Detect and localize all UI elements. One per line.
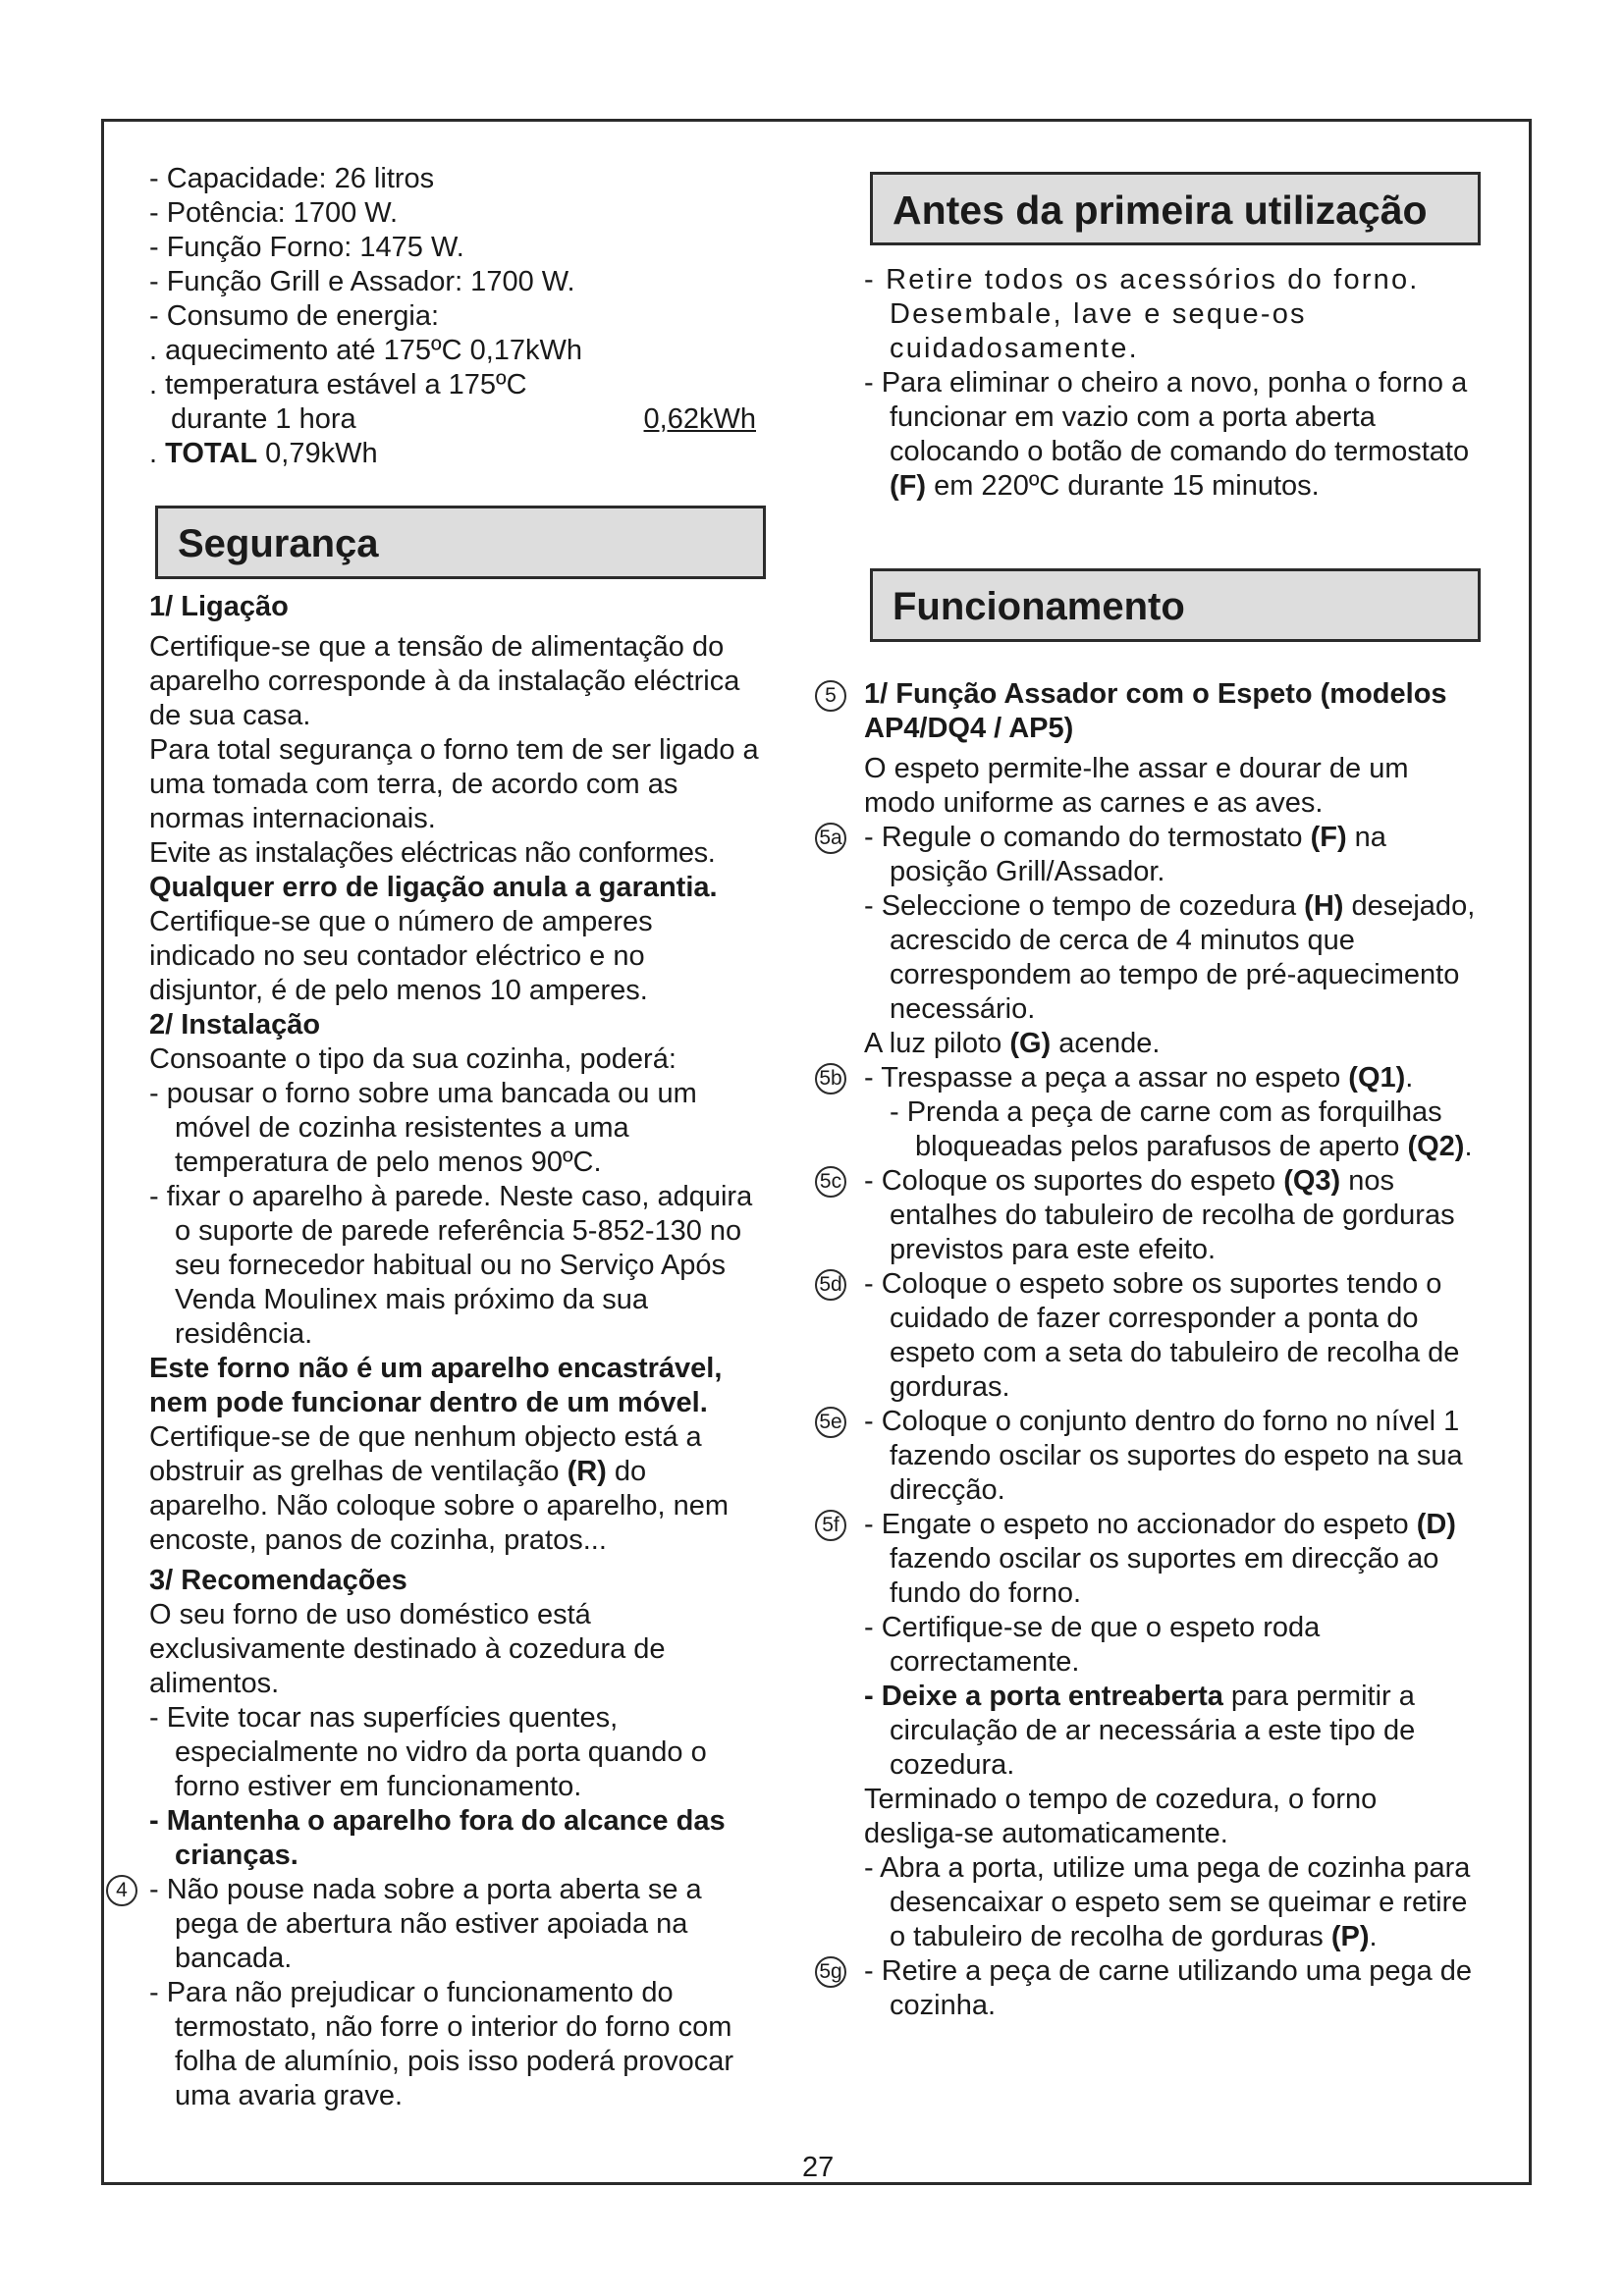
funcionamento-5a-1 <box>819 821 1481 889</box>
funcionamento-5a-3-a: A luz piloto <box>864 1028 1010 1059</box>
seguranca-instalacao-p3 <box>149 1420 766 1558</box>
funcionamento-5b-1-ref: (Q1) <box>1348 1062 1406 1094</box>
right-column-antes <box>864 263 1481 504</box>
antes-b2-b: em 220ºC durante 15 minutos. <box>926 470 1320 502</box>
funcionamento-5a-1-a: - Regule o comando do termostato <box>864 822 1311 853</box>
funcionamento-5b-1-b: . <box>1405 1062 1414 1094</box>
seguranca-instalacao-b2: - fixar o aparelho à parede. Neste caso, adquira o suporte de parede referência 5-852-130 no seu fornecedor habitual ou no Serviço Após Venda Moulinex mais próximo da sua residência. <box>149 1181 753 1350</box>
spec-potencia: - Potência: 1700 W. <box>149 197 399 229</box>
funcionamento-5a-2-ref: (H) <box>1304 890 1344 922</box>
seguranca-instalacao-title: 2/ Instalação <box>149 1009 321 1041</box>
figure-5d-marker: 5d <box>815 1269 846 1301</box>
funcionamento-5f-1-b: fazendo oscilar os suportes em direcção ao fundo do forno. <box>890 1543 1439 1609</box>
seguranca-ligacao-p3: Evite as instalações eléctricas não conformes. <box>149 837 716 869</box>
funcionamento-title-1-text: 1/ Função Assador com o Espeto (modelos AP4/DQ4 / AP5) <box>864 678 1447 744</box>
antes-header: Antes da primeira utilização <box>870 172 1481 245</box>
seguranca-recomendacoes-title: 3/ Recomendações <box>149 1565 407 1596</box>
right-column-funcionamento <box>819 677 1481 2023</box>
funcionamento-5b-1-a: - Trespasse a peça a assar no espeto <box>864 1062 1349 1094</box>
seguranca-ligacao-title: 1/ Ligação <box>149 591 289 622</box>
left-column <box>116 162 766 2113</box>
funcionamento-header: Funcionamento <box>870 568 1481 642</box>
seguranca-ligacao-p5: Certifique-se que o número de amperes indicado no seu contador eléctrico e no disjuntor, é de pelo menos 10 amperes. <box>149 906 653 1006</box>
spec-total-prefix: . <box>149 438 166 469</box>
seguranca-ligacao-warning: Qualquer erro de ligação anula a garantia. <box>149 872 718 903</box>
funcionamento-5e-1-text: - Coloque o conjunto dentro do forno no nível 1 fazendo oscilar os suportes do espeto na sua direcção. <box>864 1406 1463 1506</box>
seguranca-recomendacoes-b1: - Evite tocar nas superfícies quentes, especialmente no vidro da porta quando o forno estiver em funcionamento. <box>149 1702 707 1802</box>
funcionamento-5b-2-a: - Prenda a peça de carne com as forquilhas bloqueadas pelos parafusos de aperto <box>890 1096 1442 1162</box>
spec-total <box>149 437 766 471</box>
spec-durante <box>149 402 766 437</box>
funcionamento-5f-1 <box>822 1508 1481 1611</box>
seguranca-recomendacoes-b4: - Para não prejudicar o funcionamento do termostato, não forre o interior do forno com folha de alumínio, pois isso poderá provocar uma avaria grave. <box>149 1977 734 2111</box>
antes-b2-ref: (F) <box>890 470 927 502</box>
funcionamento-5a-1-ref: (F) <box>1310 822 1347 853</box>
antes-b2 <box>864 366 1481 504</box>
funcionamento-5d-1 <box>819 1267 1481 1405</box>
funcionamento-title-1 <box>825 677 1481 746</box>
spec-funcao-grill: - Função Grill e Assador: 1700 W. <box>149 266 575 297</box>
figure-5a-marker: 5a <box>815 823 846 854</box>
funcionamento-5f-1-ref: (D) <box>1416 1509 1456 1540</box>
funcionamento-5f-5-a: - Abra a porta, utilize uma pega de cozinha para desencaixar o espeto sem se queimar e retire o tabuleiro de recolha de gorduras <box>864 1852 1471 1952</box>
spec-funcao-forno: - Função Forno: 1475 W. <box>149 232 464 263</box>
funcionamento-5d-1-text: - Coloque o espeto sobre os suportes tendo o cuidado de fazer corresponder a ponta do espeto com a seta do tabuleiro de recolha de gorduras. <box>864 1268 1460 1403</box>
seguranca-ligacao-p2: Para total segurança o forno tem de ser ligado a uma tomada com terra, de acordo com as normas internacionais. <box>149 734 759 834</box>
spec-total-value: 0,79kWh <box>257 438 378 469</box>
specs-list <box>149 162 766 471</box>
spec-consumo: - Consumo de energia: <box>149 300 439 332</box>
page-number: 27 <box>802 2152 835 2183</box>
funcionamento-5c-1-ref: (Q3) <box>1283 1165 1341 1197</box>
figure-5b-marker: 5b <box>815 1063 846 1095</box>
funcionamento-5f-2: - Certifique-se de que o espeto roda correctamente. <box>864 1612 1321 1678</box>
seguranca-instalacao-warning: Este forno não é um aparelho encastrável, nem pode funcionar dentro de um móvel. <box>149 1353 723 1418</box>
funcionamento-5a-2-b: desejado, acrescido de cerca de 4 minutos que correspondem ao tempo de pré-aquecimento necessário. <box>890 890 1476 1025</box>
spec-total-label: TOTAL <box>165 438 258 469</box>
funcionamento-p1: O espeto permite-lhe assar e dourar de um modo uniforme as carnes e as aves. <box>864 753 1409 819</box>
spec-durante-label: durante 1 hora <box>171 403 356 435</box>
funcionamento-5f-5-ref: (P) <box>1330 1921 1370 1952</box>
seguranca-instalacao-p3-a: Certifique-se de que nenhum objecto está a obstruir as grelhas de ventilação <box>149 1421 702 1487</box>
figure-5e-marker: 5e <box>815 1407 846 1438</box>
funcionamento-5g-1-text: - Retire a peça de carne utilizando uma pega de cozinha. <box>864 1955 1473 2021</box>
seguranca-recomendacoes-p1: O seu forno de uso doméstico está exclusivamente destinado à cozedura de alimentos. <box>149 1599 666 1699</box>
funcionamento-5e-1 <box>819 1405 1481 1508</box>
figure-5g-marker: 5g <box>815 1956 846 1988</box>
funcionamento-5f-1-a: - Engate o espeto no accionador do espeto <box>864 1509 1417 1540</box>
seguranca-section <box>116 590 766 2113</box>
seguranca-recomendacoes-b3 <box>116 1873 766 1976</box>
funcionamento-5b-2-ref: (Q2) <box>1407 1131 1465 1162</box>
spec-temperatura: . temperatura estável a 175ºC <box>149 369 527 400</box>
antes-b1: - Retire todos os acessórios do forno. Desembale, lave e seque-os cuidadosamente. <box>864 264 1420 364</box>
funcionamento-5a-1-b: na posição Grill/Assador. <box>890 822 1386 887</box>
spec-capacidade: - Capacidade: 26 litros <box>149 163 435 194</box>
figure-5f-marker: 5f <box>815 1510 846 1541</box>
funcionamento-5f-3-b: para permitir a circulação de ar necessária a este tipo de cozedura. <box>890 1681 1416 1781</box>
funcionamento-5f-3-bold: - Deixe a porta entreaberta <box>864 1681 1223 1712</box>
funcionamento-5a-3 <box>864 1027 1481 1061</box>
funcionamento-5f-5-b: . <box>1369 1921 1378 1952</box>
funcionamento-5b-2-b: . <box>1464 1131 1473 1162</box>
antes-b2-a: - Para eliminar o cheiro a novo, ponha o forno a funcionar em vazio com a porta aberta colocando o botão de comando do termostato <box>864 367 1470 467</box>
funcionamento-5a-3-b: acende. <box>1051 1028 1161 1059</box>
funcionamento-5b-2 <box>864 1095 1481 1164</box>
funcionamento-5f-3 <box>864 1680 1481 1783</box>
seguranca-ligacao-p1: Certifique-se que a tensão de alimentação do aparelho corresponde à da instalação eléctrica de sua casa. <box>149 631 740 731</box>
funcionamento-5a-2 <box>864 889 1481 1027</box>
seguranca-recomendacoes-b2: - Mantenha o aparelho fora do alcance das crianças. <box>149 1805 726 1871</box>
funcionamento-5a-2-a: - Seleccione o tempo de cozedura <box>864 890 1305 922</box>
seguranca-instalacao-p3-ref: (R) <box>567 1456 607 1487</box>
funcionamento-5c-1-b: nos entalhes do tabuleiro de recolha de gorduras previstos para este efeito. <box>890 1165 1455 1265</box>
figure-4-marker: 4 <box>106 1875 137 1906</box>
funcionamento-5a-3-ref: (G) <box>1009 1028 1052 1059</box>
funcionamento-5b-1 <box>819 1061 1481 1095</box>
funcionamento-5c-1-a: - Coloque os suportes do espeto <box>864 1165 1284 1197</box>
spec-durante-value: 0,62kWh <box>643 403 756 435</box>
funcionamento-5c-1 <box>819 1164 1481 1267</box>
funcionamento-5g-1 <box>819 1954 1481 2023</box>
funcionamento-5f-4: Terminado o tempo de cozedura, o forno desliga-se automaticamente. <box>864 1784 1378 1849</box>
spec-aquecimento: . aquecimento até 175ºC 0,17kWh <box>149 335 583 366</box>
seguranca-instalacao-p1: Consoante o tipo da sua cozinha, poderá: <box>149 1043 677 1075</box>
seguranca-recomendacoes-b3-text: - Não pouse nada sobre a porta aberta se a pega de abertura não estiver apoiada na bancada. <box>149 1874 702 1974</box>
figure-5-marker: 5 <box>815 680 846 712</box>
funcionamento-5f-5 <box>864 1851 1481 1954</box>
seguranca-header: Segurança <box>155 506 766 579</box>
seguranca-instalacao-p3-b: do aparelho. Não coloque sobre o aparelho, nem encoste, panos de cozinha, pratos... <box>149 1456 730 1556</box>
seguranca-instalacao-b1: - pousar o forno sobre uma bancada ou um móvel de cozinha resistentes a uma temperatura de pelo menos 90ºC. <box>149 1078 697 1178</box>
figure-5c-marker: 5c <box>815 1166 846 1198</box>
